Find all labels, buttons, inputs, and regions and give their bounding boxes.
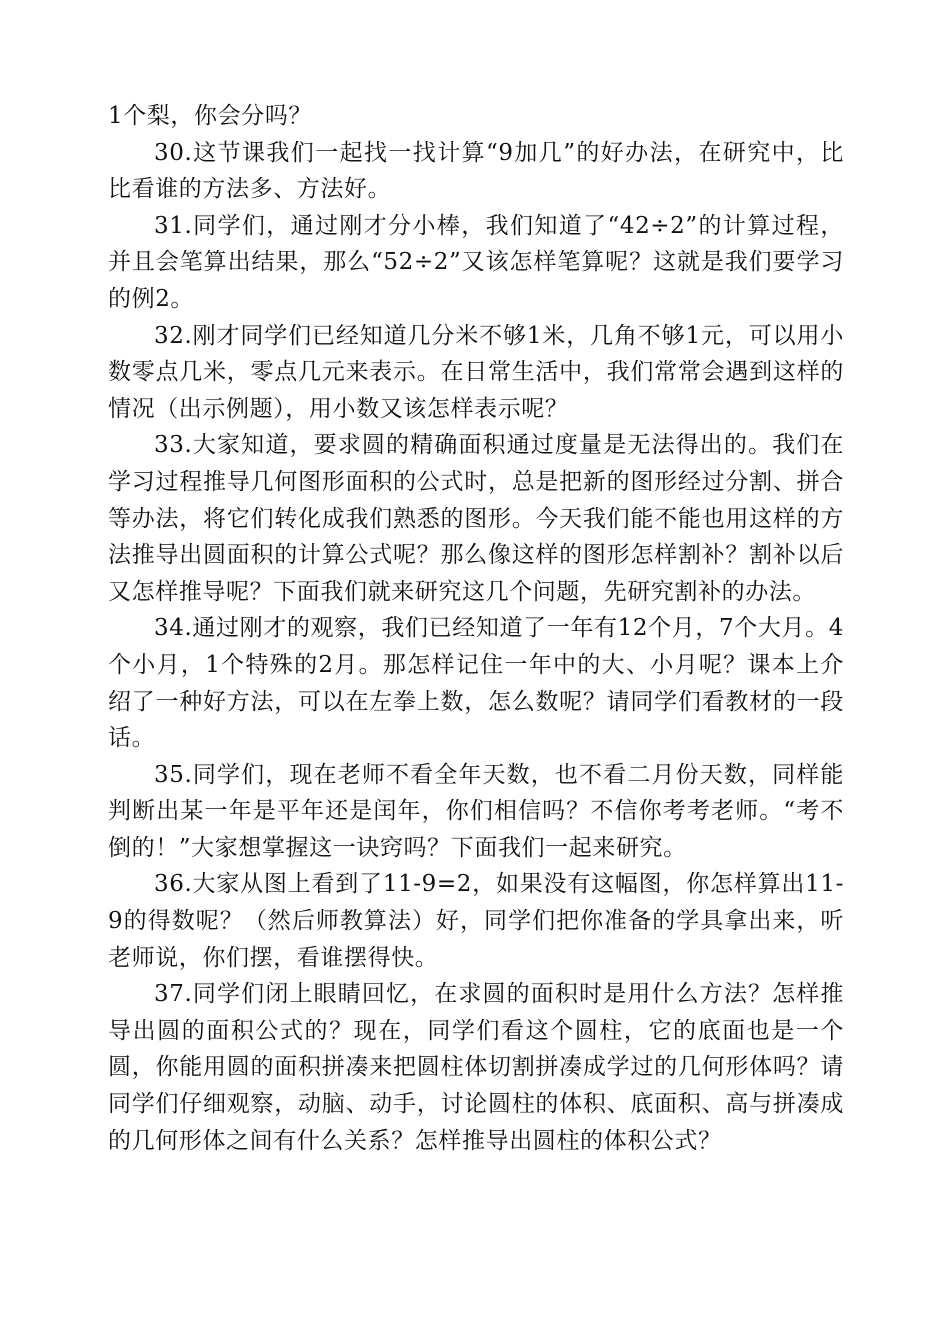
paragraph-34: 34.通过刚才的观察，我们已经知道了一年有12个月，7个大月。4个小月，1个特殊的2月。那怎样记住一年中的大、小月呢？课本上介绍了一种好方法，可以在左拳上数，怎么数呢？请同学们看教材的一段话。 xyxy=(108,615,844,752)
document-body xyxy=(108,98,844,1159)
paragraph-33: 33.大家知道，要求圆的精确面积通过度量是无法得出的。我们在学习过程推导几何图形面积的公式时，总是把新的图形经过分割、拼合等办法，将它们转化成我们熟悉的图形。今天我们能不能也用这样的方法推导出圆面积的计算公式呢？那么像这样的图形怎样割补？割补以后又怎样推导呢？下面我们就来研究这几个问题，先研究割补的办法。 xyxy=(108,432,844,605)
paragraph-32: 32.刚才同学们已经知道几分米不够1米，几角不够1元，可以用小数零点几米，零点几元来表示。在日常生活中，我们常常会遇到这样的情况（出示例题），用小数又该怎样表示呢？ xyxy=(108,322,844,422)
paragraph-37: 37.同学们闭上眼睛回忆，在求圆的面积时是用什么方法？怎样推导出圆的面积公式的？现在，同学们看这个圆柱，它的底面也是一个圆，你能用圆的面积拼凑来把圆柱体切割拼凑成学过的几何形体吗？请同学们仔细观察，动脑、动手，讨论圆柱的体积、底面积、高与拼凑成的几何形体之间有什么关系？怎样推导出圆柱的体积公式？ xyxy=(108,981,844,1154)
paragraph-30: 30.这节课我们一起找一找计算“9加几”的好办法，在研究中，比比看谁的方法多、方法好。 xyxy=(108,139,844,203)
paragraph-36: 36.大家从图上看到了11-9=2，如果没有这幅图，你怎样算出11-9的得数呢？（然后师教算法）好，同学们把你准备的学具拿出来，听老师说，你们摆，看谁摆得快。 xyxy=(108,871,844,971)
paragraph-31: 31.同学们，通过刚才分小棒，我们知道了“42÷2”的计算过程，并且会笔算出结果，那么“52÷2”又该怎样笔算呢？这就是我们要学习的例2。 xyxy=(108,212,844,312)
paragraph-29-continuation: 1个梨，你会分吗？ xyxy=(108,103,313,129)
paragraph-35: 35.同学们，现在老师不看全年天数，也不看二月份天数，同样能判断出某一年是平年还是闰年，你们相信吗？不信你考考老师。“考不倒的！”大家想掌握这一诀窍吗？下面我们一起来研究。 xyxy=(108,761,844,861)
